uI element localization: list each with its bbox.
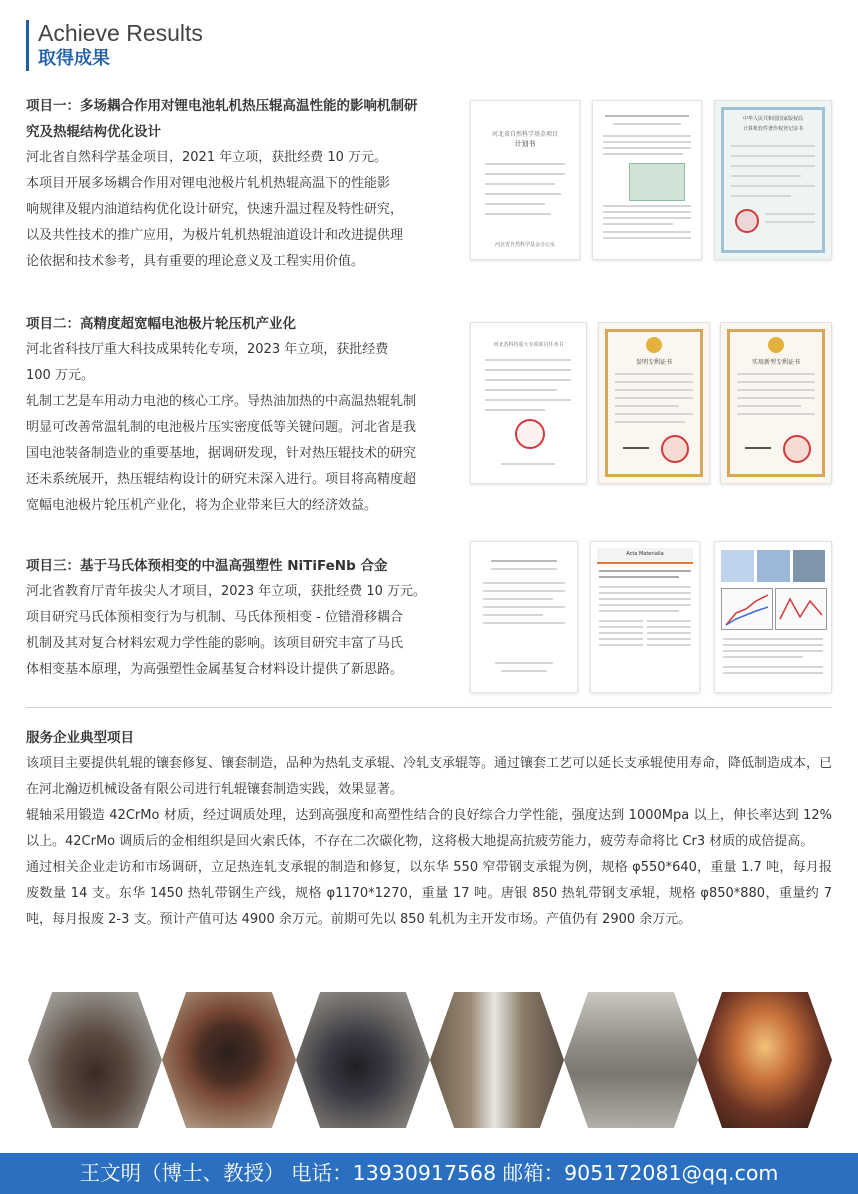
project-1-paper-document xyxy=(592,100,702,260)
project-1-text-line: 本项目开展多场耦合作用对锂电池极片轧机热辊高温下的性能影 xyxy=(26,176,391,191)
project-1-text-line: 以及共性技术的推广应用，为极片轧机热辊油道设计和改进提供理 xyxy=(26,228,404,243)
section-divider xyxy=(26,707,832,708)
project-3-task-document xyxy=(470,541,578,693)
project-2-utility-patent-cert xyxy=(720,322,832,484)
red-seal-icon xyxy=(735,209,759,233)
project-2-invention-patent-cert xyxy=(598,322,710,484)
project-3-text-line: 体相变基本原理，为高强塑性金属基复合材料设计提供了新思路。 xyxy=(26,662,404,677)
roll-assembly-photo xyxy=(430,992,564,1128)
project-2-text-line: 明显可改善常温轧制的电池极片压实密度低等关键问题。河北省是我 xyxy=(26,420,417,435)
national-emblem-icon xyxy=(768,337,784,353)
service-paragraph: 该项目主要提供轧辊的镶套修复、镶套制造，品种为热轧支承辊、冷轧支承辊等。通过镶套工艺可以延长支承辊使用寿命，降低制造成本，已在河北瀚迈机械设备有限公司进行轧辊镶套制造实践，效果显著。 xyxy=(26,756,833,797)
red-seal-icon xyxy=(661,435,689,463)
project-3-journal-paper xyxy=(590,541,700,693)
micrograph-figure xyxy=(757,550,790,582)
cert-title-text: 计算机软件著作权登记证书 xyxy=(742,126,803,132)
project-3 xyxy=(26,553,446,683)
project-2-text-line: 轧制工艺是车用动力电池的核心工序。导热油加热的中高温热辊轧制 xyxy=(26,394,417,409)
service-paragraph: 通过相关企业走访和市场调研，立足热连轧支承辊的制造和修复，以东华 550 窄带钢支承辊为例，规格 φ550*640，重量 1.7 吨，每月报废数量 14 支。东华 1450 热轧带钢生产线，规格 φ1170*1270，重量 17 吨。唐银 850 热轧带钢支承辊，规格 φ850*880，重量约 7 吨，每月报废 2-3 支。预计产值可达 4900 余万元。前期可先以 850 轧机为主开发市场。产值仍有 2900 余万元。 xyxy=(26,860,832,927)
plan-header-text: 河北省自然科学基金项目 xyxy=(491,131,558,138)
project-1-text-line: 河北省自然科学基金项目，2021 年立项，获批经费 10 万元。 xyxy=(26,150,388,165)
project-1-software-copyright-cert xyxy=(714,100,832,260)
invention-cert-title: 发明专利证书 xyxy=(635,359,672,366)
project-3-title: 项目三：基于马氏体预相变的中温高强塑性 NiTiFeNb 合金 xyxy=(26,558,388,574)
roll-photo xyxy=(28,992,162,1128)
service-section xyxy=(26,725,832,933)
project-1-title-line-2: 究及热辊结构优化设计 xyxy=(26,124,161,140)
plot-figure xyxy=(721,588,773,630)
project-2-text-line: 国电池装备制造业的重要基地，据调研发现，针对热压辊技术的研究 xyxy=(26,446,417,461)
service-title: 服务企业典型项目 xyxy=(26,730,134,746)
project-1-text-line: 论依据和技术参考，具有重要的理论意义及工程实用价值。 xyxy=(26,254,365,269)
project-2-title: 项目二：高精度超宽幅电池极片轮压机产业化 xyxy=(26,316,296,332)
project-2-text-line: 100 万元。 xyxy=(26,368,94,383)
project-2-text-line: 宽幅电池极片轮压机产业化，将为企业带来巨大的经济效益。 xyxy=(26,498,378,513)
project-1 xyxy=(26,93,446,275)
project-1-title-line-1: 项目一：多场耦合作用对锂电池轧机热压辊高温性能的影响机制研 xyxy=(26,98,418,114)
red-seal-icon xyxy=(783,435,811,463)
project-1-text-line: 响规律及辊内油道结构优化设计研究，快速升温过程及特性研究， xyxy=(26,202,404,217)
project-3-figures-page xyxy=(714,541,832,693)
section-title-cn: 取得成果 xyxy=(38,48,110,69)
diagram-figure xyxy=(629,163,685,201)
roll-sleeve-photo xyxy=(162,992,296,1128)
plot-figure xyxy=(775,588,827,630)
project-1-plan-document xyxy=(470,100,580,260)
workshop-photo xyxy=(564,992,698,1128)
project-2-text-line: 还未系统展开，热压辊结构设计的研究未深入进行。项目将高精度超 xyxy=(26,472,417,487)
section-header xyxy=(26,20,203,71)
plan-title-text: 计划书 xyxy=(514,140,536,148)
project-2-task-document xyxy=(470,322,587,484)
project-2-text-line: 河北省科技厅重大科技成果转化专项，2023 年立项，获批经费 xyxy=(26,342,389,357)
contact-footer xyxy=(0,1153,858,1194)
service-paragraph: 辊轴采用锻造 42CrMo 材质，经过调质处理，达到高强度和高塑性结合的良好综合力学性能，强度达到 1000Mpa 以上，伸长率达到 12% 以上。42CrMo 调质后的金相组织是回火索氏体，不存在二次碳化物，这将极大地提高抗疲劳能力，疲劳寿命将比 Cr3 材质的成倍提高。 xyxy=(26,808,832,849)
section-title-en: Achieve Results xyxy=(38,20,203,46)
plan-footer-text: 河北省自然科学基金办公室 xyxy=(494,242,555,248)
micrograph-figure xyxy=(721,550,754,582)
cert-issuer-text: 中华人民共和国国家版权局 xyxy=(742,116,803,122)
project-3-text-line: 机制及其对复合材料宏观力学性能的影响。该项目研究丰富了马氏 xyxy=(26,636,404,651)
journal-name-text: Acta Materialia xyxy=(626,551,664,557)
photo-strip xyxy=(28,992,832,1128)
project-2 xyxy=(26,311,446,519)
roll-shaft-photo xyxy=(296,992,430,1128)
project-3-text-line: 河北省教育厅青年拔尖人才项目，2023 年立项，获批经费 10 万元。 xyxy=(26,584,427,599)
red-seal-icon xyxy=(515,419,545,449)
project-3-text-line: 项目研究马氏体预相变行为与机制、马氏体预相变 - 位错滑移耦合 xyxy=(26,610,403,625)
micrograph-figure xyxy=(793,550,825,582)
utility-cert-title: 实用新型专利证书 xyxy=(751,359,800,366)
contact-text: 王文明（博士、教授） 电话：13930917568 邮箱：905172081@qq.com xyxy=(79,1161,779,1185)
forging-worker-photo xyxy=(698,992,832,1128)
task-header-text: 河北省科技重大专项项目任务书 xyxy=(493,342,564,348)
national-emblem-icon xyxy=(646,337,662,353)
